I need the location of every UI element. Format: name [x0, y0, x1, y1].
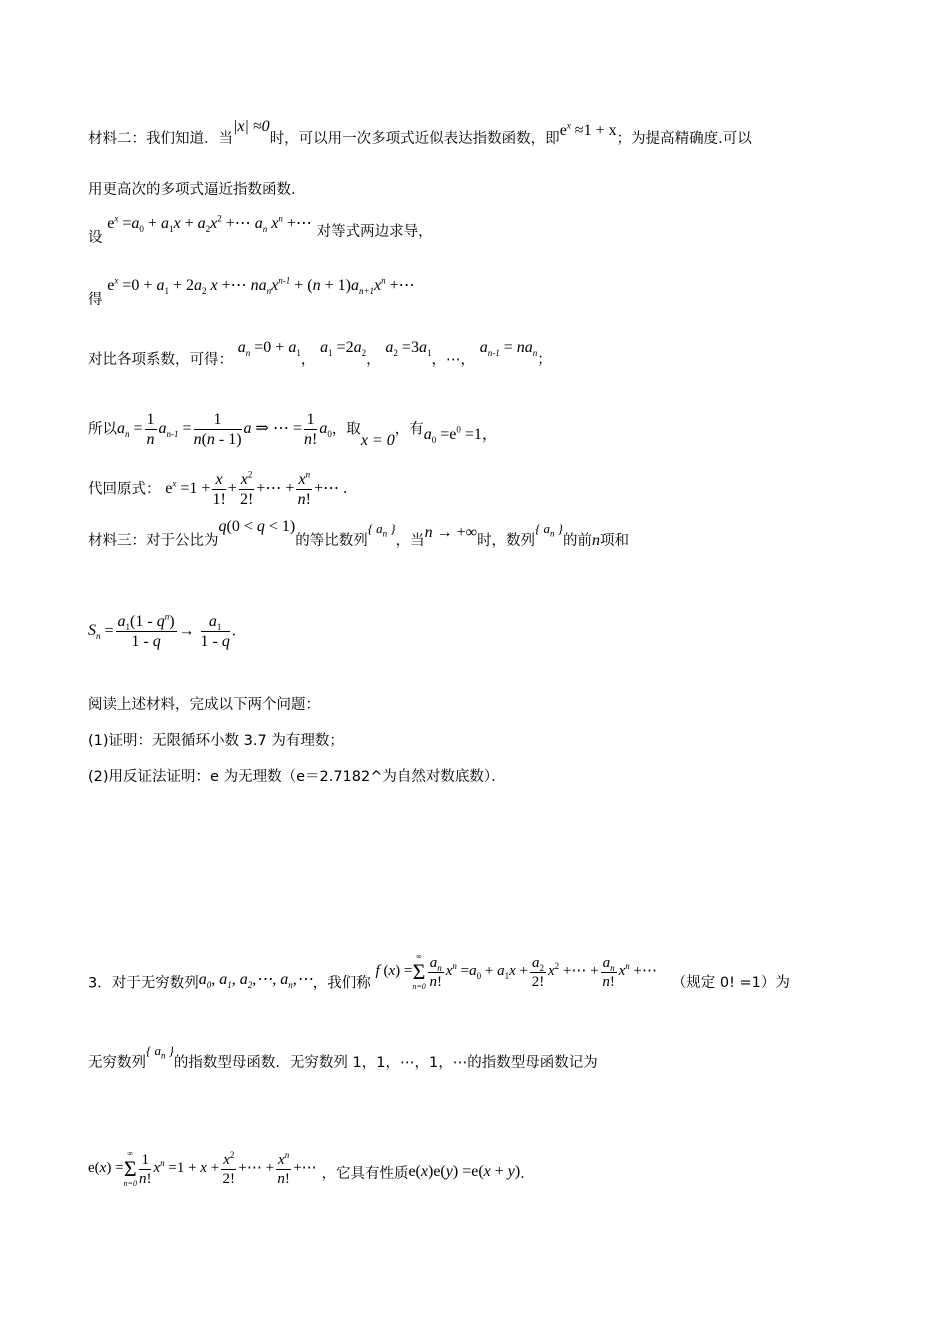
- e-symbol: e: [559, 122, 567, 139]
- exponent: x: [566, 120, 571, 131]
- problem3-sequence: $a_0$, $a_1$, $a_2,\cdots$, $a_n,\cdots$: [198, 971, 313, 991]
- generating-function-formula: f (x) = ∞ Σ n=0 $\frac{a_n}{n!}$ $x^n =a_0 + a_1x$ + $\frac{a_2}{2!}$ $x^2$ +⋯ + $\frac{a_n}{n!}$ $x^n$ +⋯: [375, 952, 657, 991]
- limit-formula: n → +∞: [424, 524, 478, 541]
- set-line: [88, 213, 433, 246]
- questions-intro: 阅读上述材料，完成以下两个问题：: [88, 697, 320, 713]
- material2-line2: 用更高次的多项式逼近指数函数．: [88, 182, 306, 198]
- material2-intro-text: 材料二：我们知道．当: [88, 131, 233, 147]
- material3-mid4: 的前: [562, 533, 592, 549]
- ratio-formula: q(0 < q < 1): [218, 518, 296, 535]
- set-suffix: 对等式两边求导，: [316, 224, 433, 240]
- property-formula: e(x)e(y) =e(x + y): [408, 1163, 521, 1181]
- n-variable: n: [591, 532, 600, 549]
- property-label: ，它具有性质: [321, 1166, 409, 1183]
- problem3-sequence-an: { $a_n$ }: [146, 1043, 174, 1061]
- e-function-formula: e(x) = ∞ Σ n=0 $\frac{1}{n!}$ $x^n =1 + x$ + $\frac{x^2}{2!}$ +⋯ + $\frac{x^n}{n!}$ +⋯: [88, 1149, 317, 1188]
- sum-formula: $S_n$ = $\frac{a_1(1 - q^n)}{1 - q}$ → $\frac{a_1}{1 - q}$ .: [88, 611, 236, 651]
- material3-mid3: 时，数列: [477, 533, 536, 549]
- take-label: ，取: [331, 421, 361, 438]
- so-formula: $a_n$ = $\frac{1}{n}$ $a_{n-1}$ = $\frac{1}{n(n - 1)}$ a ⇒ ⋯ = $\frac{1}{n!}$ $a_0$: [117, 411, 332, 449]
- set-formula: $e^x =a_0 + a_1x + a_2x^2$ +⋯ $a_n$ $x^n$ +⋯: [107, 213, 312, 235]
- get-line: [88, 275, 415, 308]
- problem3-number: 3．对于无穷数列: [88, 975, 199, 992]
- compare-item-4: $a_{n-1} = na_n$: [479, 339, 538, 359]
- compare-item-3: $a_2 =3a_1$: [385, 339, 432, 359]
- get-formula: $e^x =0 + a_1 + 2a_2$ x +⋯ $na_nx^{n-1} + (n + 1)a_{n+1}x^n$ +⋯: [107, 275, 415, 297]
- set-label: 设: [88, 230, 103, 246]
- have-label: ，有: [394, 421, 424, 438]
- approx-formula: [560, 122, 617, 139]
- back-formula: $e^x =1$ + $\frac{x}{1!}$ + $\frac{x^2}{2!}$ +⋯ + $\frac{x^n}{n!}$ +⋯ .: [165, 469, 348, 509]
- so-label: 所以: [88, 421, 117, 438]
- material2-mid-text: 时，可以用一次多项式近似表达指数函数，即: [269, 131, 560, 147]
- back-label: 代回原式：: [88, 481, 161, 498]
- problem3-line3: [88, 1150, 535, 1188]
- problem3-line2-prefix: 无穷数列: [88, 1055, 146, 1071]
- problem3-line2-suffix: 的指数型母函数．无穷数列 1，1，⋯，1，⋯的指数型母函数记为: [173, 1055, 598, 1071]
- problem3-end: ．: [520, 1166, 535, 1183]
- material2-suffix-text: ；为提高精确度.可以: [616, 131, 752, 147]
- have-formula: $a_0 =e^0 =1$，: [423, 425, 498, 446]
- compare-item-1: $a_n =0 + a_1$: [237, 339, 301, 359]
- problem3-we-call: ，我们称: [312, 975, 371, 992]
- question-2: (2)用反证法证明：e 为无理数（e＝2.7182^为自然对数底数）．: [88, 769, 506, 785]
- compare-line: 对比各项系数，可得： $a_n =0 + a_1$， $a_1 =2a_2$， $a_2 =3a_1$，⋯， $a_{n-1} = na_n$；: [88, 339, 552, 368]
- material3-suffix: 项和: [599, 533, 629, 549]
- material3-mid2: ，当: [395, 533, 425, 549]
- material3-line: [88, 518, 629, 549]
- so-line: [88, 410, 498, 449]
- material2-line1: [88, 118, 752, 147]
- material3-prefix: 材料三：对于公比为: [88, 533, 219, 549]
- problem3-line2: [88, 1043, 598, 1071]
- take-formula: x = 0: [360, 432, 395, 450]
- material3-mid1: 的等比数列: [295, 533, 368, 549]
- compare-item-2: $a_1 =2a_2$: [320, 339, 367, 359]
- question-1: (1)证明：无限循环小数 3.7 为有理数；: [88, 733, 344, 749]
- get-label: 得: [88, 292, 103, 308]
- sequence-an: { $a_n$ }: [367, 521, 396, 539]
- sequence-an-2: { $a_n$ }: [535, 521, 563, 539]
- approx-rest: ≈1 + x: [570, 122, 617, 139]
- problem3-line1: [88, 952, 790, 1003]
- problem3-rule: （规定 0! =1）为: [671, 975, 790, 992]
- compare-label: 对比各项系数，可得：: [88, 352, 233, 368]
- back-line: [88, 470, 347, 509]
- condition-formula: |x| ≈0: [233, 118, 270, 135]
